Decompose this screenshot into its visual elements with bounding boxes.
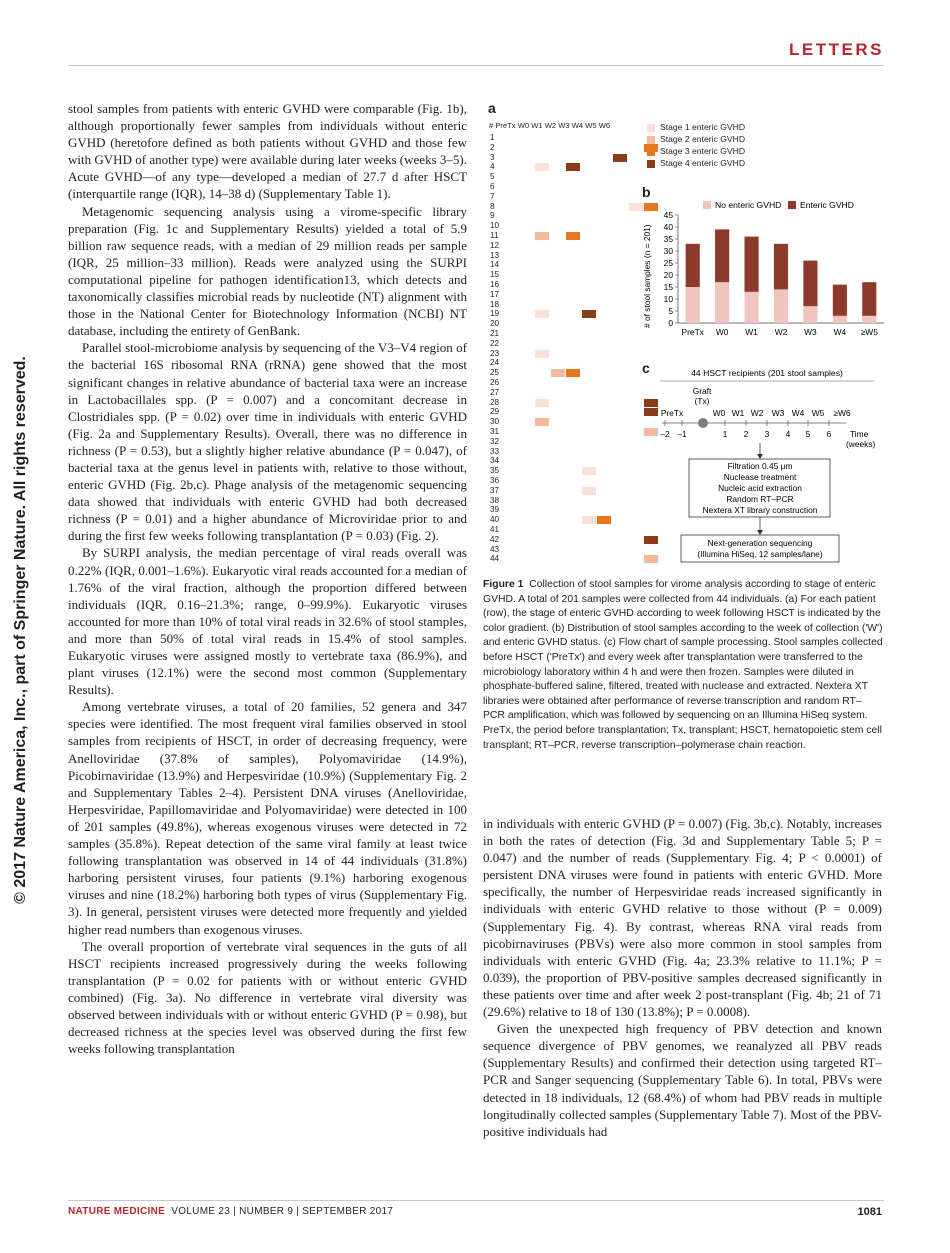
y-tick-label: 10	[663, 294, 673, 304]
right-column	[483, 815, 882, 1140]
bar-enteric	[715, 229, 729, 282]
row-number: 29	[490, 407, 500, 417]
week-label: W5	[811, 408, 825, 418]
bar-no-enteric	[745, 292, 759, 323]
heatmap-cell	[582, 310, 596, 318]
row-number: 44	[490, 554, 500, 564]
graft-label: Graft	[692, 386, 712, 396]
bar-enteric	[686, 244, 700, 287]
row-number: 28	[490, 397, 500, 407]
x-tick-label: W4	[833, 327, 847, 337]
row-number: 8	[490, 201, 495, 211]
legend-enteric: Enteric GVHD	[800, 200, 854, 210]
row-number: 23	[490, 348, 500, 358]
row-number: 30	[490, 417, 500, 427]
row-number: 10	[490, 221, 500, 231]
bar-no-enteric	[833, 316, 847, 323]
row-number: 22	[490, 338, 500, 348]
footer	[68, 1206, 393, 1217]
bar-no-enteric	[686, 287, 700, 323]
x-tick-label: W1	[745, 327, 758, 337]
row-number: 17	[490, 289, 500, 299]
heatmap-cell	[613, 154, 627, 162]
bar-enteric	[833, 285, 847, 316]
heatmap-cell	[566, 369, 580, 377]
row-number: 41	[490, 525, 500, 534]
y-tick-label: 45	[663, 210, 673, 220]
caption-text: Collection of stool samples for virome analysis according to stage of enteric GVHD. A total of 201 samples were collected from 44 individuals. (a) For each patient (row), the stage of enteric GVHD according to week following HSCT is indicated by the color gradient. (b) Distribution of stool samples according to the week of collection ('W') and enteric GVHD status. (c) Flow chart of sample processing. Stool samples collected before HSCT ('PreTx') and every week after transplantation were transferred to the microbiology laboratory within 4 h and were then frozen. Samples were diluted in phosphate-buffered saline, filtered, treated with nuclease and extracted. Nextera XT libraries were obtained after performance of reverse transcription and random RT–PCR amplification, which was followed by sequencing on an Illumina HiSeq system. PreTx, the period before transplantation; Tx, transplant; HSCT, hematopoietic stem cell transplant; RT–PCR, reverse transcription–polymerase chain reaction.	[483, 579, 883, 751]
y-tick-label: 15	[663, 282, 673, 292]
paragraph: The overall proportion of vertebrate viral sequences in the guts of all HSCT recipients increased progressively during the weeks following transplantation (P = 0.02 for patients with or without enteric GVHD combined) (Fig. 3a). No difference in vertebrate viral diversity was observed between individuals with or without enteric GVHD (P = 0.98), but decreased richness at the species level was observed during the first few weeks following transplantation	[68, 938, 467, 1057]
flow-title: 44 HSCT recipients (201 stool samples)	[691, 368, 843, 378]
paragraph: stool samples from patients with enteric GVHD were comparable (Fig. 1b), although proportionally fewer samples from individuals without enteric GVHD (heretofore defined as both patients without GVHD and those few with GVHD of another type) were available during later weeks (weeks 3–5). Acute GVHD—of any type—developed a median of 27.7 d after HSCT (interquartile range (IQR), 14–38 d) (Supplementary Table 1).	[68, 101, 467, 202]
heatmap-cell	[582, 467, 596, 475]
row-number: 36	[490, 476, 500, 485]
caption-title: Figure 1	[483, 579, 524, 590]
heatmap-cell	[582, 487, 596, 495]
row-number: 14	[490, 260, 500, 270]
bar-enteric	[803, 261, 817, 307]
row-number: 31	[490, 427, 500, 436]
legend-swatch-no-enteric	[703, 201, 711, 209]
journal-name: NATURE MEDICINE	[68, 1206, 166, 1217]
y-tick-label: 0	[668, 318, 673, 328]
heatmap-cell	[566, 163, 580, 171]
time-label: Time	[850, 429, 869, 439]
heatmap-cell	[535, 399, 549, 407]
paragraph: Parallel stool-microbiome analysis by sequencing of the V3–V4 region of the bacterial 16S ribosomal RNA (rRNA) gene showed that the most significant changes in relative abundance of bacterial taxa were an increase in Lactobacillales spp. (P = 0.007) and a concomitant decrease in Clostridiales spp. (P = 0.02) over time in individuals with enteric GVHD (Fig. 2a and Supplementary Results). Overall, there was no difference in richness (P = 0.53), but a slightly higher relative abundance (P = 0.047), of bacterial taxa at the genus level in patients with, relative to those without, enteric GVHD (Fig. 2b,c). Phage analysis of the metagenomic sequencing data showed that individuals with enteric GVHD had both decreased richness (P = 0.01) and a higher abundance of Microviridae prior to and during the first few weeks following transplantation (P = 0.03) (Fig. 2).	[68, 340, 467, 544]
y-tick-label: 30	[663, 246, 673, 256]
process-step: Filtration 0.45 µm	[727, 461, 793, 471]
heatmap-cell	[535, 310, 549, 318]
timeline-tick-label: 3	[764, 429, 770, 439]
process-step: Nucleic acid extraction	[718, 483, 802, 493]
row-number: 34	[490, 456, 500, 466]
timeline-tick-label: 6	[826, 429, 832, 439]
row-number: 37	[490, 485, 500, 495]
row-number: 27	[490, 387, 500, 397]
left-column	[68, 100, 467, 1057]
panel-b-label: b	[642, 184, 651, 200]
timeline-tick-label: –1	[677, 429, 687, 439]
row-number: 26	[490, 378, 500, 387]
legend-no-enteric: No enteric GVHD	[715, 200, 782, 210]
row-number: 18	[490, 299, 500, 309]
row-number: 6	[490, 182, 495, 191]
heatmap-cell	[551, 369, 565, 377]
heatmap-cell	[535, 163, 549, 171]
row-number: 1	[490, 133, 495, 142]
heatmap-cell	[535, 418, 549, 426]
y-axis-label: # of stool samples (n = 201)	[642, 224, 652, 328]
heatmap-cell	[566, 232, 580, 240]
row-number: 24	[490, 358, 500, 368]
y-tick-label: 35	[663, 234, 673, 244]
panel-c-label: c	[642, 360, 650, 376]
heatmap-cell	[597, 516, 611, 524]
paragraph: By SURPI analysis, the median percentage of viral reads overall was 0.22% (IQR, 0.001–1.6%). Eukaryotic viral reads accounted for a median of 1.76% of the viral fraction, although the proportion differed between individuals (IQR, 0.16–21.3%; range, 0–99.9%). Eukaryotic viruses accounted for more than 10% of total viral reads in 32.6% of stool stamples, and more than 50% of total viral reads in 15.4% of stool samples. Eukaryotic viruses were assigned mostly to vertebrate taxa (86.9%), and plant viruses (12.1%) were the second most common (Supplementary Results).	[68, 545, 467, 698]
sequencing-step: (Illumina HiSeq, 12 samples/lane)	[697, 549, 823, 559]
row-number: 33	[490, 446, 500, 456]
row-number: 40	[490, 515, 500, 525]
heatmap-cell	[535, 232, 549, 240]
bars	[686, 229, 877, 323]
figure-caption	[483, 578, 883, 753]
legend-label: Stage 1 enteric GVHD	[660, 122, 746, 132]
row-number: 20	[490, 319, 500, 329]
copyright-text: © 2017 Nature America, Inc., part of Springer Nature. All rights reserved.	[12, 356, 29, 904]
x-tick-label: W2	[774, 327, 788, 337]
y-tick-label: 25	[663, 258, 673, 268]
flow-chart	[640, 360, 890, 570]
arrow-1-head	[757, 454, 763, 459]
week-label: ≥W6	[833, 408, 851, 418]
row-number: 42	[490, 534, 500, 544]
footer-rule	[68, 1200, 884, 1201]
row-number: 25	[490, 368, 500, 378]
row-number: 11	[490, 231, 499, 240]
heatmap-header: # PreTx W0 W1 W2 W3 W4 W5 W6	[489, 121, 611, 130]
row-number: 19	[490, 309, 500, 319]
legend-label: Stage 4 enteric GVHD	[660, 158, 746, 168]
row-number: 12	[490, 240, 500, 250]
week-label: W4	[791, 408, 805, 418]
process-step: Random RT–PCR	[726, 494, 794, 504]
graft-marker	[698, 418, 708, 428]
row-number: 39	[490, 505, 500, 515]
bar-enteric	[745, 237, 759, 292]
row-number: 5	[490, 172, 495, 182]
row-number: 13	[490, 250, 500, 260]
panel-a-label: a	[488, 100, 496, 116]
bar-enteric	[862, 282, 876, 316]
arrow-2-head	[757, 530, 763, 535]
legend-swatch	[647, 124, 655, 132]
paragraph: Metagenomic sequencing analysis using a virome-specific library preparation (Fig. 1c and Supplementary Results) yielded a total of 5.9 billion raw sequence reads, with a median of 29 million reads per sample (IQR, 25 million–33 million). Reads were analyzed using the SURPI computational pipeline for pathogen identification13, which detects and taxonomically classifies microbial reads by nucleotide (NT) alignment with those in the National Center for Biotechnology Information (NCBI) NT database, including the entirety of GenBank.	[68, 203, 467, 339]
row-number: 3	[490, 152, 495, 162]
row-number: 32	[490, 436, 500, 446]
row-number: 43	[490, 544, 500, 554]
row-number: 15	[490, 270, 500, 280]
legend-swatch	[647, 136, 655, 144]
week-label: W0	[712, 408, 726, 418]
bar-chart	[640, 196, 890, 346]
timeline-tick-label: 4	[785, 429, 791, 439]
row-number: 4	[490, 162, 495, 172]
timeline-tick-label: –2	[660, 429, 670, 439]
legend-swatch	[647, 148, 655, 156]
legend-label: Stage 2 enteric GVHD	[660, 134, 746, 144]
timeline-tick-label: 5	[805, 429, 811, 439]
row-number: 38	[490, 495, 500, 505]
process-step: Nuclease treatment	[723, 472, 797, 482]
y-tick-label: 5	[668, 306, 673, 316]
pretx-label: PreTx	[660, 408, 684, 418]
page-number: 1081	[857, 1206, 882, 1218]
paragraph: Among vertebrate viruses, a total of 20 families, 52 genera and 347 species were identified. The most frequent viral families observed in stool samples from recipients of HSCT, in order of decreasing frequency, were Anelloviridae (37.8% of samples), Polyomaviridae (14.9%), Picobirnaviridae (13.9%) and Herpesviridae (10.9%) (Supplementary Fig. 2 and Supplementary Tables 2–4). Persistent DNA viruses (Anelloviridae, Herpesviridae, Papillomaviridae and Polyomaviridae) were detected in 100 of 201 samples (49.8%), whereas exogenous viruses were detected in 72 samples (35.8%). Repeat detection of the same viral family at least twice following transplantation was observed in 14 of 44 individuals (31.8%) harboring persistent viruses, four patients (9.1%) harboring exogenous viruses and nine (18.2%) harboring both types of virus (Supplementary Fig. 3). In general, persistent viruses were detected more frequently and yielded higher read numbers than exogenous viruses.	[68, 699, 467, 937]
sequencing-step: Next-generation sequencing	[707, 538, 813, 548]
y-tick-label: 40	[663, 222, 673, 232]
section-label: LETTERS	[789, 40, 884, 59]
bar-no-enteric	[862, 316, 876, 323]
bar-no-enteric	[803, 306, 817, 323]
row-number: 7	[490, 191, 495, 201]
x-tick-label: ≥W5	[860, 327, 878, 337]
bar-no-enteric	[715, 282, 729, 323]
row-number: 16	[490, 280, 500, 289]
graft-label-tx: (Tx)	[694, 396, 710, 406]
heatmap-cell	[582, 516, 596, 524]
y-tick-label: 20	[663, 270, 673, 280]
week-label: W1	[731, 408, 745, 418]
paragraph: Given the unexpected high frequency of PBV detection and known sequence divergence of PBV genomes, we reanalyzed all PBV reads (Supplementary Results) and confirmed their detection using targeted RT–PCR and Sanger sequencing (Supplementary Table 6). In total, PBVs were detected in 18 individuals, 12 (68.4%) of whom had PBV reads in multiple longitudinally collected samples (Supplementary Table 7). Most of the PBV-positive individuals had	[483, 1021, 882, 1139]
x-tick-label: W0	[715, 327, 729, 337]
paragraph: in individuals with enteric GVHD (P = 0.007) (Fig. 3b,c). Notably, increases in both the rates of detection (Fig. 3d and Supplementary Table 5; P = 0.047) and the number of reads (Supplementary Fig. 4; P < 0.0001) of persistent DNA viruses were found in patients with enteric GVHD. More specifically, the number of Herpesviridae reads increased significantly in individuals with enteric GVHD relative to those without (P = 0.009) (Supplementary Fig. 4). By contrast, whereas RNA viral reads from picobirnaviruses (PBVs) were also more common in stool samples from individuals with enteric GVHD (Fig. 4a; 23.3% relative to 11.1%; P = 0.039), the proportion of PBV-positive samples decreased significantly in these patients over time and after week 2 post-transplant (Fig. 4b; 21 of 71 (29.6%) relative to 18 of 130 (13.8%); P = 0.0008).	[483, 816, 882, 1020]
week-label: W3	[771, 408, 785, 418]
x-tick-label: PreTx	[681, 327, 704, 337]
row-number: 21	[490, 329, 500, 338]
row-number: 9	[490, 211, 495, 221]
row-number: 2	[490, 142, 495, 152]
bar-no-enteric	[774, 289, 788, 323]
process-step: Nextera XT library construction	[702, 505, 818, 515]
header-rule	[68, 65, 884, 66]
legend-label: Stage 3 enteric GVHD	[660, 146, 746, 156]
week-labels	[713, 408, 851, 418]
legend-swatch-enteric	[788, 201, 796, 209]
row-number: 35	[490, 466, 500, 476]
issue-info: VOLUME 23 | NUMBER 9 | SEPTEMBER 2017	[171, 1206, 394, 1217]
week-label: W2	[750, 408, 764, 418]
heatmap-cell	[535, 350, 549, 358]
time-unit: (weeks)	[846, 439, 876, 449]
bar-enteric	[774, 244, 788, 290]
timeline-tick-label: 2	[743, 429, 749, 439]
x-tick-label: W3	[804, 327, 817, 337]
legend-swatch	[647, 160, 655, 168]
copyright-notice	[8, 310, 34, 950]
timeline-tick-label: 1	[722, 429, 728, 439]
